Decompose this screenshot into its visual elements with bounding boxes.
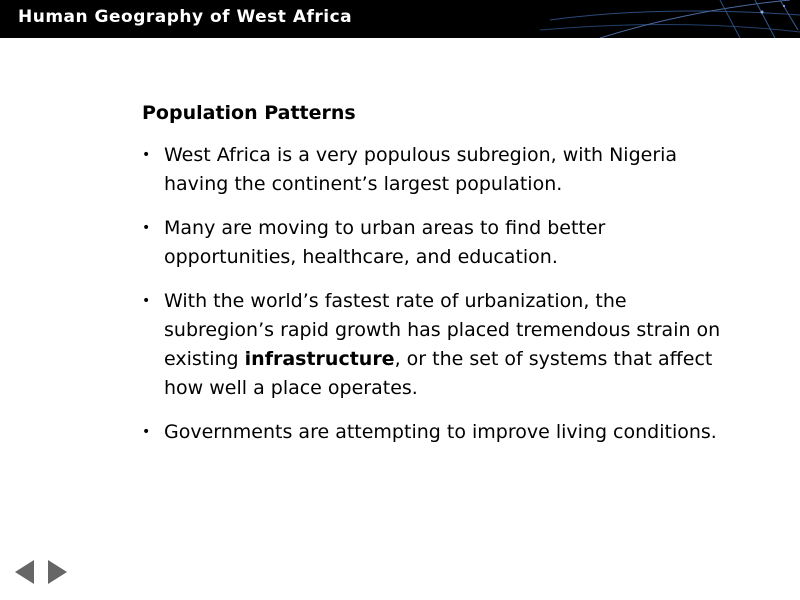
bullet-text-before: With the world’s fastest rate of urbanization, the subregion’s rapid growth has placed tremendous strain on existing xyxy=(164,290,721,370)
triangle-right-icon xyxy=(44,558,70,586)
key-term: infrastructure xyxy=(244,348,395,370)
bullet-text-after: , or the set of systems that affect how well a place operates. xyxy=(164,348,713,399)
slide-content xyxy=(142,102,742,462)
list-item xyxy=(142,287,739,403)
list-item xyxy=(142,141,739,199)
triangle-left-icon xyxy=(12,558,38,586)
list-item xyxy=(142,418,739,447)
previous-slide-button[interactable] xyxy=(12,558,38,586)
slide-heading: Population Patterns xyxy=(142,102,356,124)
globe-decoration-icon xyxy=(540,0,800,38)
header-bar xyxy=(0,0,800,38)
next-slide-button[interactable] xyxy=(44,558,70,586)
list-item xyxy=(142,214,739,272)
bullet-list xyxy=(142,141,742,447)
bullet-text: Many are moving to urban areas to find better opportunities, healthcare, and education. xyxy=(164,217,606,268)
bullet-text: Governments are attempting to improve living conditions. xyxy=(164,421,717,443)
header-title: Human Geography of West Africa xyxy=(18,7,353,27)
bullet-text: West Africa is a very populous subregion, with Nigeria having the continent’s largest population. xyxy=(164,144,678,195)
